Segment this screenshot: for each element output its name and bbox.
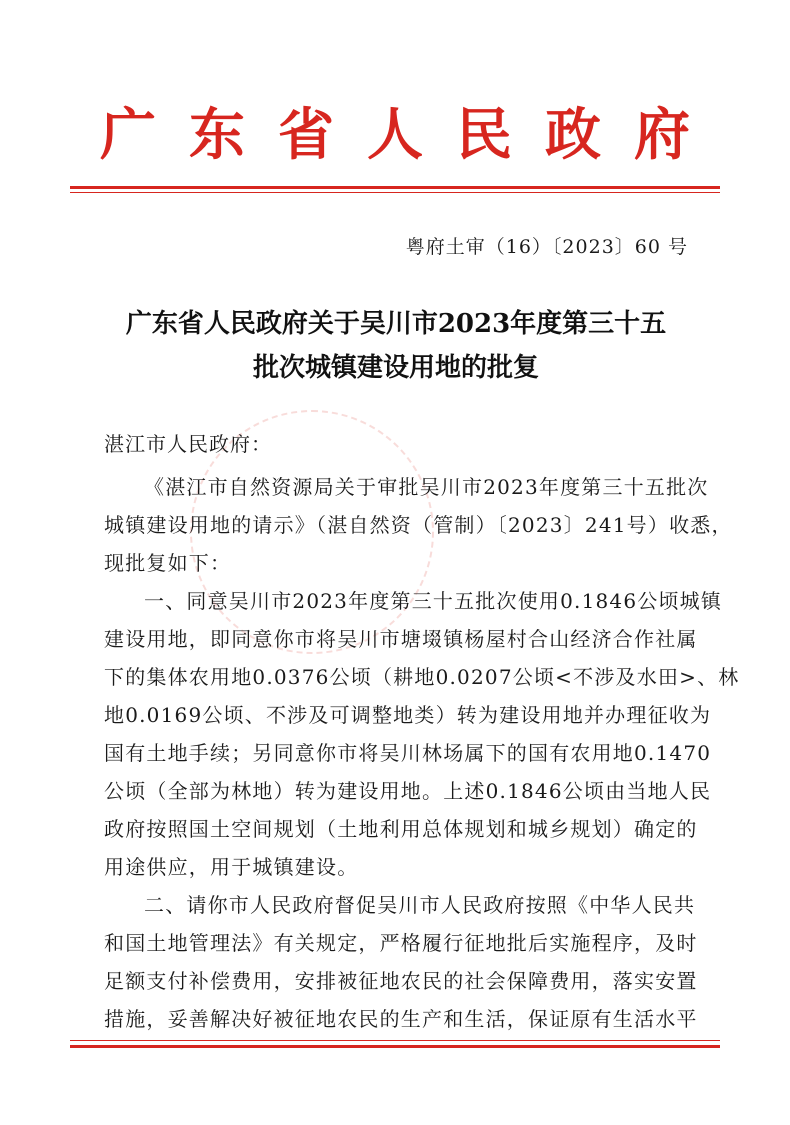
document-title (90, 302, 702, 390)
recipient-salutation: 湛江市人民政府： (104, 432, 272, 456)
text-line: 用途供应，用于城镇建设。 (104, 855, 359, 879)
footer-divider-thick (70, 1045, 720, 1048)
masthead-char: 政 (545, 102, 601, 168)
paragraph-item-two (104, 886, 698, 1038)
text-line: 和国土地管理法》有关规定，严格履行征地批后实施程序，及时 (104, 931, 698, 955)
masthead-char: 民 (456, 102, 512, 168)
text-line: 二、请你市人民政府督促吴川市人民政府按照《中华人民共 (144, 893, 696, 917)
text-line: 措施，妥善解决好被征地农民的生产和生活，保证原有生活水平 (104, 1007, 698, 1031)
text-line: 建设用地，即同意你市将吴川市塘㙍镇杨屋村合山经济合作社属 (104, 627, 698, 651)
title-line: 广东省人民政府关于吴川市2023年度第三十五 (125, 309, 667, 339)
paragraph-item-one (104, 582, 740, 886)
text-line: 足额支付补偿费用，安排被征地农民的社会保障费用，落实安置 (104, 969, 698, 993)
masthead-char: 府 (634, 102, 690, 168)
masthead-char: 省 (278, 102, 334, 168)
text-line: 现批复如下： (104, 551, 232, 575)
text-line: 政府按照国土空间规划（土地利用总体规划和城乡规划）确定的 (104, 817, 698, 841)
text-line: 《湛江市自然资源局关于审批吴川市2023年度第三十五批次 (144, 475, 709, 499)
text-line: 公顷（全部为林地）转为建设用地。上述0.1846公顷由当地人民 (104, 779, 712, 803)
header-divider-thin (70, 192, 720, 193)
masthead-char: 东 (189, 102, 245, 168)
paragraph-intro (104, 468, 733, 582)
document-number: 粤府土审（16）〔2023〕60 号 (405, 236, 688, 258)
issuer-masthead (100, 100, 690, 170)
text-line: 城镇建设用地的请示》（湛自然资（管制）〔2023〕241号）收悉， (104, 513, 733, 537)
title-line: 批次城镇建设用地的批复 (252, 353, 539, 383)
text-line: 国有土地手续；另同意你市将吴川林场属下的国有农用地0.1470 (104, 741, 712, 765)
text-line: 下的集体农用地0.0376公顷（耕地0.0207公顷<不涉及水田>、林 (104, 665, 740, 689)
text-line: 地0.0169公顷、不涉及可调整地类）转为建设用地并办理征收为 (104, 703, 712, 727)
header-divider-thick (70, 186, 720, 189)
footer-divider-thin (70, 1040, 720, 1041)
text-line: 一、同意吴川市2023年度第三十五批次使用0.1846公顷城镇 (144, 589, 723, 613)
masthead-char: 人 (367, 102, 423, 168)
masthead-char: 广 (100, 102, 156, 168)
